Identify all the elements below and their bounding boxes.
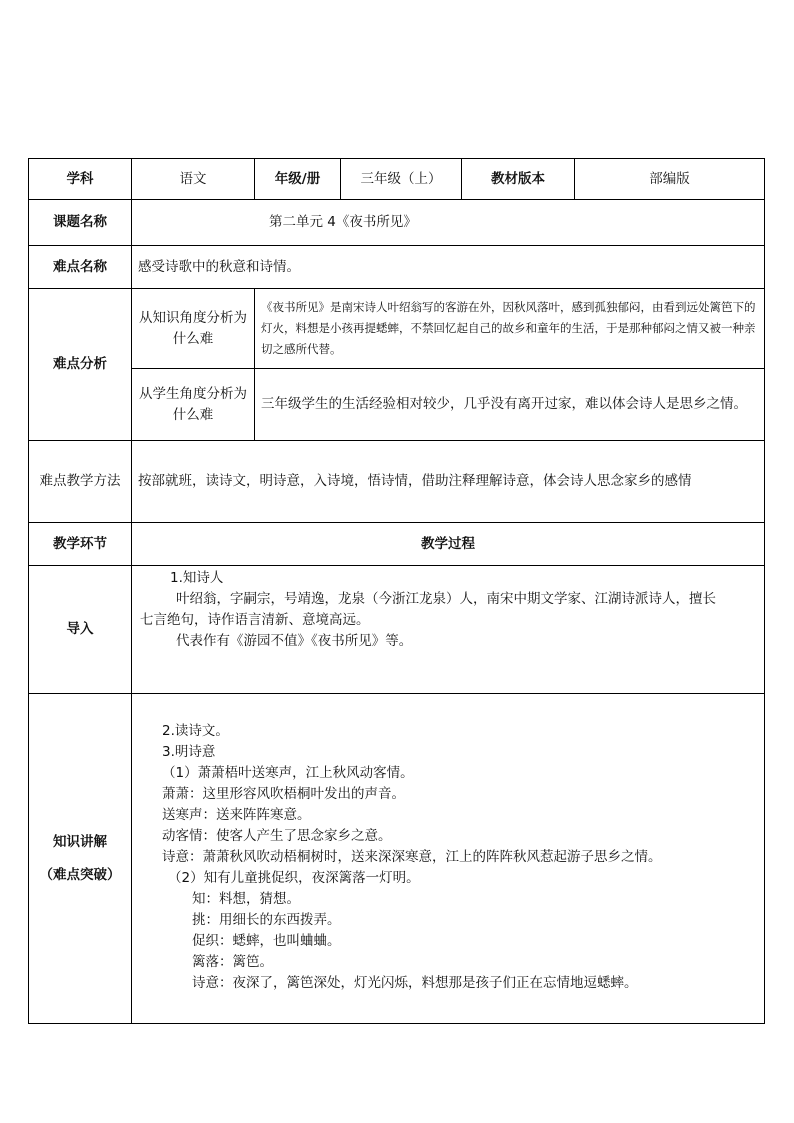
knowledge-line: 3.明诗意 [162, 744, 216, 760]
knowledge-line: 篱落：篱笆。 [192, 954, 273, 970]
method-label: 难点教学方法 [29, 441, 132, 523]
knowledge-line: 知：料想，猜想。 [192, 891, 300, 907]
knowledge-line: 送寒声：送来阵阵寒意。 [162, 807, 311, 823]
topic-text: 第二单元 4《夜书所见》 [269, 214, 417, 230]
intro-line: 1.知诗人 [170, 570, 224, 586]
knowledge-line: 萧萧：这里形容风吹梧桐叶发出的声音。 [162, 786, 405, 802]
intro-line: 七言绝句，诗作语言清新、意境高远。 [140, 612, 370, 628]
knowledge-line: 促织：蟋蟀，也叫蛐蛐。 [192, 933, 341, 949]
analysis-label: 难点分析 [29, 289, 132, 441]
intro-content [132, 566, 765, 694]
stage-header: 教学环节 [29, 523, 132, 566]
knowledge-line: 动客情：使客人产生了思念家乡之意。 [162, 828, 392, 844]
knowledge-line: 挑：用细长的东西拨弄。 [192, 912, 341, 928]
method-row [29, 441, 765, 523]
knowledge-line: 诗意：萧萧秋风吹动梧桐树时，送来深深寒意，江上的阵阵秋风惹起游子思乡之情。 [162, 849, 662, 865]
intro-line: 叶绍翁，字嗣宗，号靖逸，龙泉（今浙江龙泉）人，南宋中期文学家、江湖诗派诗人，擅长 [176, 591, 716, 607]
knowledge-label-cell [29, 694, 132, 1024]
analysis-row-knowledge [29, 289, 765, 369]
analysis-row-student [29, 369, 765, 441]
subject-label: 学科 [29, 159, 132, 200]
process-header-row [29, 523, 765, 566]
subject-value: 语文 [132, 159, 255, 200]
knowledge-angle-label: 从知识角度分析为什么难 [132, 289, 255, 369]
knowledge-row [29, 694, 765, 1024]
knowledge-line: （2）知有儿童挑促织，夜深篱落一灯明。 [168, 870, 420, 886]
topic-row [29, 200, 765, 246]
knowledge-content [132, 694, 765, 1024]
student-angle-label: 从学生角度分析为什么难 [132, 369, 255, 441]
knowledge-line: 诗意：夜深了，篱笆深处，灯光闪烁，料想那是孩子们正在忘情地逗蟋蟀。 [192, 975, 638, 991]
intro-line: 代表作有《游园不值》《夜书所见》等。 [176, 633, 413, 649]
intro-row [29, 566, 765, 694]
grade-value: 三年级（上） [341, 159, 462, 200]
knowledge-angle-text: 《夜书所见》是南宋诗人叶绍翁写的客游在外，因秋风落叶，感到孤独郁闷，由看到远处篱笆下的灯火，料想是小孩再提蟋蟀，不禁回忆起自己的故乡和童年的生活，于是那种郁闷之情又被一种亲切之感所代替。 [255, 289, 765, 369]
grade-label: 年级/册 [255, 159, 341, 200]
edition-value: 部编版 [575, 159, 765, 200]
difficulty-label: 难点名称 [29, 246, 132, 289]
knowledge-line: （1）萧萧梧叶送寒声，江上秋风动客情。 [162, 765, 414, 781]
knowledge-line: 2.读诗文。 [162, 723, 229, 739]
process-header: 教学过程 [132, 523, 765, 566]
intro-label: 导入 [29, 566, 132, 694]
topic-value [132, 200, 765, 246]
topic-label: 课题名称 [29, 200, 132, 246]
difficulty-value: 感受诗歌中的秋意和诗情。 [132, 246, 765, 289]
method-value: 按部就班，读诗文，明诗意，入诗境，悟诗情，借助注释理解诗意，体会诗人思念家乡的感情 [132, 441, 765, 523]
difficulty-row [29, 246, 765, 289]
knowledge-sublabel: （难点突破） [39, 866, 121, 883]
edition-label: 教材版本 [462, 159, 575, 200]
student-angle-text: 三年级学生的生活经验相对较少，几乎没有离开过家，难以体会诗人是思乡之情。 [255, 369, 765, 441]
header-row [29, 159, 765, 200]
lesson-table [28, 158, 765, 1024]
knowledge-label: 知识讲解 [53, 833, 107, 850]
